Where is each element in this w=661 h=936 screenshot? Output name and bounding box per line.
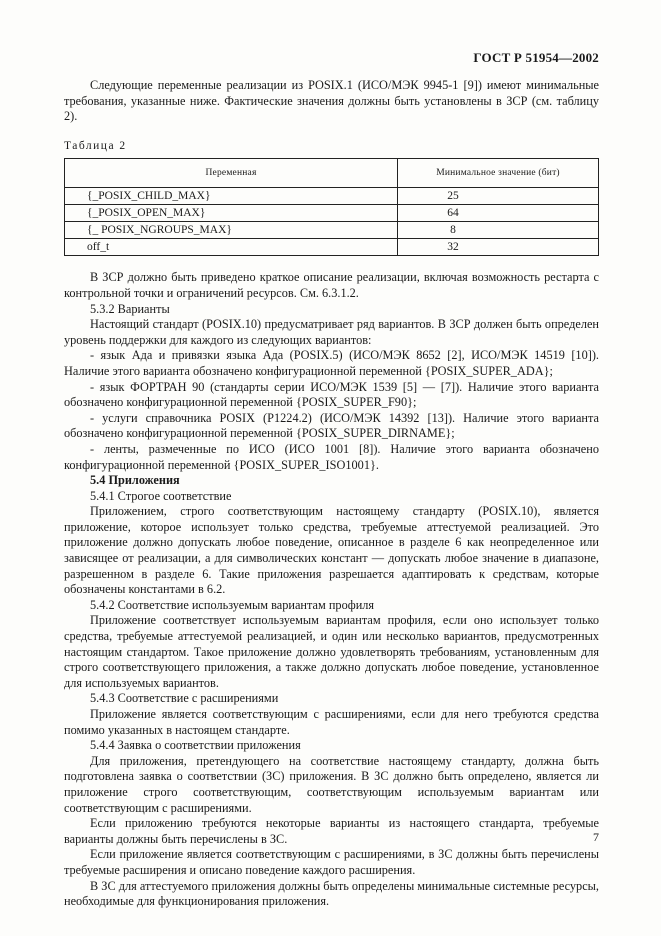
page-content [64,78,599,910]
col-header-min-value: Минимальное значение (бит) [398,159,599,188]
variable-name: {_POSIX_CHILD_MAX} [65,188,398,205]
table-header-row [65,159,599,188]
section-5-4-3-heading: 5.4.3 Соответствие с расширениями [90,691,279,706]
application-claim-paragraph: Для приложения, претендующего на соответствие настоящему стандарту, должна быть подготовлена заявка о соответствии (ЗС) приложения. В ЗС должно быть определено, является ли приложение строго соответствующим, соответствующим используемым вариантам или соответствующим с расширениями. [64,753,599,815]
profile-variants-paragraph: Приложение соответствует используемым вариантам профиля, если оно использует только средства, требуемые аттестуемой реализацией, и один или несколько вариантов, предусмотренных настоящим стандартом. Такое приложение должно удовлетворять требованиям, установленным для строго соответствующего приложения, а также должно допускать любое поведение, установленное для используемых вариантов. [64,613,599,690]
document-id: ГОСТ Р 51954—2002 [473,50,599,65]
extensions-paragraph: Приложение является соответствующим с расширениями, если для него требуются средства помимо указанных в настоящем стандарте. [64,707,599,737]
section-5-4-2-heading: 5.4.2 Соответствие используемым вариантам профиля [90,597,375,612]
variables-table [64,158,599,256]
strict-conformance-paragraph: Приложением, строго соответствующим настоящему стандарту (POSIX.10), является приложение, которое использует только средства, требуемые аттестуемой реализацией. Это приложение должно допускать любое поведение, описанное в разделе 6 как неопределенное или зависящее от реализации, а для символических констант — допускать любое значение в диапазоне, разрешенном в разделе 6. Такие приложения разрешается адаптировать к средствам, которые обозначены константами в 6.2. [64,504,599,597]
zsr-description-paragraph: В ЗСР должно быть приведено краткое описание реализации, включая возможность рестарта с контрольной точки и ограничений ресурсов. См. 6.3.1.2. [64,270,599,300]
required-extensions-paragraph: Если приложение является соответствующим с расширениями, в ЗС должны быть перечислены требуемые расширения и описано поведение каждого расширения. [64,847,599,877]
variants-intro-paragraph: Настоящий стандарт (POSIX.10) предусматривает ряд вариантов. В ЗСР должен быть определен уровень поддержки для каждого из следующих вариантов: [64,317,599,347]
page-number: 7 [593,830,599,844]
list-item: - язык ФОРТРАН 90 (стандарты серии ИСО/МЭК 1539 [5] — [7]). Наличие этого варианта обозначено конфигурационной переменной {POSIX_SUPER_F90}; [64,379,599,410]
min-value: 25 [398,188,599,205]
section-5-4-1-heading: 5.4.1 Строгое соответствие [90,488,232,503]
table-row [65,222,599,239]
table-row [65,205,599,222]
min-value: 8 [398,222,599,239]
section-5-3-2-heading: 5.3.2 Варианты [90,301,170,316]
table-caption: Таблица 2 [64,139,127,152]
min-value: 64 [398,205,599,222]
list-item: - язык Ада и привязки языка Ада (POSIX.5) (ИСО/МЭК 8652 [2], ИСО/МЭК 14519 [10]). Наличие этого варианта обозначено конфигурационной переменной {POSIX_SUPER_ADA}; [64,348,599,378]
intro-paragraph: Следующие переменные реализации из POSIX.1 (ИСО/МЭК 9945-1 [9]) имеют минимальные требования, указанные ниже. Фактические значения должны быть установлены в ЗСР (см. таблицу 2). [64,78,599,124]
list-item: - услуги справочника POSIX (P1224.2) (ИСО/МЭК 14392 [13]). Наличие этого варианта обозначено конфигурационной переменной {POSIX_SUPER_DIRNAME}; [64,410,599,441]
table-row [65,188,599,205]
min-value: 32 [398,239,599,256]
section-5-4-4-heading: 5.4.4 Заявка о соответствии приложения [90,738,301,753]
table-row [65,239,599,256]
variable-name: {_ POSIX_NGROUPS_MAX} [65,222,398,239]
section-5-4-heading: 5.4 Приложения [90,473,180,488]
col-header-variable: Переменная [65,159,398,188]
variable-name: {_POSIX_OPEN_MAX} [65,205,398,222]
variable-name: off_t [65,239,398,256]
system-resources-paragraph: В ЗС для аттестуемого приложения должны быть определены минимальные системные ресурсы, необходимые для функционирования приложения. [64,878,599,909]
list-item: - ленты, размеченные по ИСО (ИСО 1001 [8]). Наличие этого варианта обозначено конфигурационной переменной {POSIX_SUPER_ISO1001}. [64,441,599,472]
required-variants-paragraph: Если приложению требуются некоторые варианты из настоящего стандарта, требуемые варианты должны быть перечислены в ЗС. [64,816,599,846]
